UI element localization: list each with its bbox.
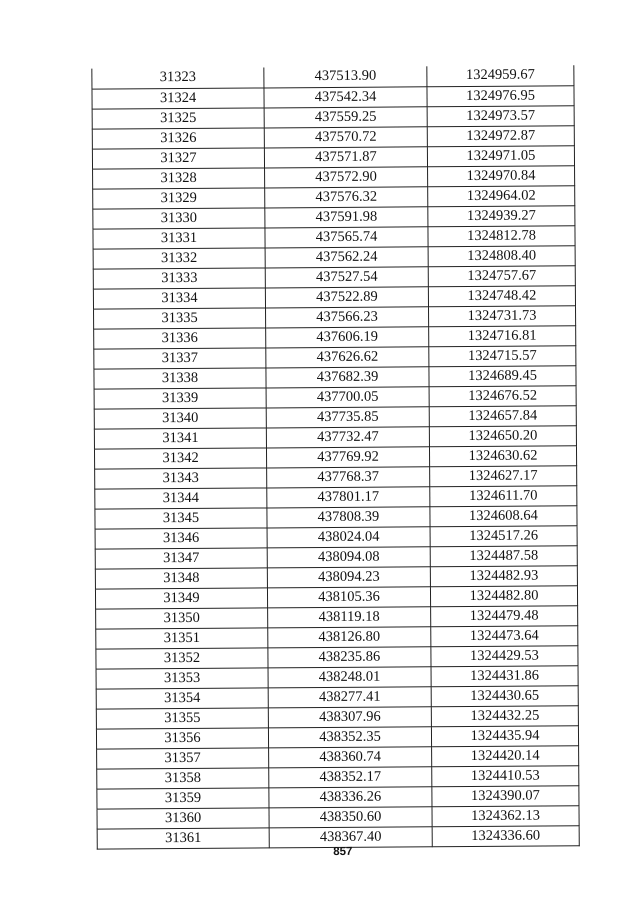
y-coordinate-cell: 1324517.26 <box>430 525 577 546</box>
x-coordinate-cell: 438352.17 <box>269 766 432 787</box>
table-row <box>97 785 579 808</box>
x-coordinate-cell: 438119.18 <box>268 606 431 627</box>
y-coordinate-cell: 1324973.57 <box>427 105 574 126</box>
y-coordinate-cell: 1324611.70 <box>430 485 577 506</box>
point-id-cell: 31358 <box>97 767 269 788</box>
x-coordinate-cell: 437570.72 <box>264 126 427 147</box>
x-coordinate-cell: 437606.19 <box>266 326 429 347</box>
x-coordinate-cell: 438336.26 <box>269 786 432 807</box>
point-id-cell: 31339 <box>94 387 266 408</box>
point-id-cell: 31354 <box>96 687 268 708</box>
point-id-cell: 31334 <box>93 287 265 308</box>
point-id-cell: 31359 <box>97 787 269 808</box>
y-coordinate-cell: 1324410.53 <box>432 765 579 786</box>
y-coordinate-cell: 1324970.84 <box>428 165 575 186</box>
point-id-cell: 31335 <box>94 307 266 328</box>
x-coordinate-cell: 437513.90 <box>264 66 427 87</box>
coordinates-table-body <box>92 65 579 848</box>
y-coordinate-cell: 1324431.86 <box>431 665 578 686</box>
y-coordinate-cell: 1324959.67 <box>427 65 574 86</box>
y-coordinate-cell: 1324627.17 <box>430 465 577 486</box>
point-id-cell: 31350 <box>96 607 268 628</box>
y-coordinate-cell: 1324757.67 <box>428 265 575 286</box>
y-coordinate-cell: 1324336.60 <box>432 825 579 846</box>
point-id-cell: 31351 <box>96 627 268 648</box>
x-coordinate-cell: 438094.23 <box>267 566 430 587</box>
y-coordinate-cell: 1324420.14 <box>432 745 579 766</box>
y-coordinate-cell: 1324972.87 <box>427 125 574 146</box>
table-row <box>92 125 574 148</box>
point-id-cell: 31331 <box>93 227 265 248</box>
table-row <box>95 565 577 588</box>
point-id-cell: 31329 <box>93 187 265 208</box>
y-coordinate-cell: 1324482.80 <box>430 585 577 606</box>
x-coordinate-cell: 437527.54 <box>265 266 428 287</box>
y-coordinate-cell: 1324430.65 <box>431 685 578 706</box>
x-coordinate-cell: 437768.37 <box>267 466 430 487</box>
table-row <box>94 405 576 428</box>
y-coordinate-cell: 1324362.13 <box>432 805 579 826</box>
point-id-cell: 31326 <box>92 127 264 148</box>
point-id-cell: 31347 <box>95 547 267 568</box>
point-id-cell: 31352 <box>96 647 268 668</box>
y-coordinate-cell: 1324716.81 <box>429 325 576 346</box>
x-coordinate-cell: 437522.89 <box>265 286 428 307</box>
x-coordinate-cell: 437732.47 <box>266 426 429 447</box>
point-id-cell: 31324 <box>92 87 264 108</box>
point-id-cell: 31330 <box>93 207 265 228</box>
table-row <box>95 585 577 608</box>
table-row <box>96 665 578 688</box>
x-coordinate-cell: 437571.87 <box>264 146 427 167</box>
x-coordinate-cell: 437808.39 <box>267 506 430 527</box>
table-row <box>96 605 578 628</box>
point-id-cell: 31356 <box>96 727 268 748</box>
y-coordinate-cell: 1324608.64 <box>430 505 577 526</box>
x-coordinate-cell: 438360.74 <box>269 746 432 767</box>
table-row <box>94 345 576 368</box>
table-row <box>96 725 578 748</box>
x-coordinate-cell: 438350.60 <box>269 806 432 827</box>
y-coordinate-cell: 1324715.57 <box>429 345 576 366</box>
table-row <box>93 205 575 228</box>
point-id-cell: 31333 <box>93 267 265 288</box>
x-coordinate-cell: 437565.74 <box>265 226 428 247</box>
y-coordinate-cell: 1324976.95 <box>427 85 574 106</box>
x-coordinate-cell: 437591.98 <box>265 206 428 227</box>
x-coordinate-cell: 438094.08 <box>267 546 430 567</box>
table-row <box>95 525 577 548</box>
table-row <box>97 765 579 788</box>
table-row <box>96 705 578 728</box>
y-coordinate-cell: 1324812.78 <box>428 225 575 246</box>
point-id-cell: 31336 <box>94 327 266 348</box>
y-coordinate-cell: 1324479.48 <box>431 605 578 626</box>
table-row <box>92 145 574 168</box>
x-coordinate-cell: 437559.25 <box>264 106 427 127</box>
y-coordinate-cell: 1324435.94 <box>431 725 578 746</box>
point-id-cell: 31332 <box>93 247 265 268</box>
point-id-cell: 31348 <box>95 567 267 588</box>
x-coordinate-cell: 437700.05 <box>266 386 429 407</box>
x-coordinate-cell: 438235.86 <box>268 646 431 667</box>
y-coordinate-cell: 1324482.93 <box>430 565 577 586</box>
y-coordinate-cell: 1324748.42 <box>428 285 575 306</box>
x-coordinate-cell: 438367.40 <box>269 826 432 847</box>
x-coordinate-cell: 438248.01 <box>268 666 431 687</box>
y-coordinate-cell: 1324939.27 <box>428 205 575 226</box>
y-coordinate-cell: 1324473.64 <box>431 625 578 646</box>
x-coordinate-cell: 437576.32 <box>265 186 428 207</box>
x-coordinate-cell: 437801.17 <box>267 486 430 507</box>
y-coordinate-cell: 1324676.52 <box>429 385 576 406</box>
point-id-cell: 31357 <box>97 747 269 768</box>
x-coordinate-cell: 437542.34 <box>264 86 427 107</box>
y-coordinate-cell: 1324487.58 <box>430 545 577 566</box>
point-id-cell: 31343 <box>95 467 267 488</box>
table-row <box>96 685 578 708</box>
x-coordinate-cell: 437566.23 <box>266 306 429 327</box>
point-id-cell: 31344 <box>95 487 267 508</box>
x-coordinate-cell: 437626.62 <box>266 346 429 367</box>
point-id-cell: 31337 <box>94 347 266 368</box>
table-row <box>93 185 575 208</box>
point-id-cell: 31361 <box>97 827 269 848</box>
table-row <box>93 225 575 248</box>
y-coordinate-cell: 1324731.73 <box>428 305 575 326</box>
y-coordinate-cell: 1324432.25 <box>431 705 578 726</box>
y-coordinate-cell: 1324808.40 <box>428 245 575 266</box>
table-row <box>94 385 576 408</box>
table-row <box>95 545 577 568</box>
table-row <box>94 425 576 448</box>
table-row <box>97 805 579 828</box>
table-row <box>95 485 577 508</box>
table-row <box>92 85 574 108</box>
point-id-cell: 31345 <box>95 507 267 528</box>
table-row <box>93 245 575 268</box>
x-coordinate-cell: 438126.80 <box>268 626 431 647</box>
table-row <box>96 645 578 668</box>
x-coordinate-cell: 438277.41 <box>268 686 431 707</box>
x-coordinate-cell: 438024.04 <box>267 526 430 547</box>
y-coordinate-cell: 1324657.84 <box>429 405 576 426</box>
table-row <box>97 745 579 768</box>
point-id-cell: 31353 <box>96 667 268 688</box>
y-coordinate-cell: 1324650.20 <box>429 425 576 446</box>
point-id-cell: 31328 <box>93 167 265 188</box>
point-id-cell: 31349 <box>95 587 267 608</box>
x-coordinate-cell: 438307.96 <box>268 706 431 727</box>
x-coordinate-cell: 437682.39 <box>266 366 429 387</box>
table-row <box>92 105 574 128</box>
table-row <box>95 465 577 488</box>
x-coordinate-cell: 437572.90 <box>265 166 428 187</box>
y-coordinate-cell: 1324964.02 <box>428 185 575 206</box>
x-coordinate-cell: 438105.36 <box>267 586 430 607</box>
table-row <box>94 325 576 348</box>
point-id-cell: 31325 <box>92 107 264 128</box>
y-coordinate-cell: 1324429.53 <box>431 645 578 666</box>
point-id-cell: 31342 <box>94 447 266 468</box>
point-id-cell: 31327 <box>92 147 264 168</box>
x-coordinate-cell: 437562.24 <box>265 246 428 267</box>
y-coordinate-cell: 1324689.45 <box>429 365 576 386</box>
point-id-cell: 31338 <box>94 367 266 388</box>
point-id-cell: 31323 <box>92 67 264 88</box>
x-coordinate-cell: 437769.92 <box>266 446 429 467</box>
table-row <box>95 505 577 528</box>
table-row <box>94 365 576 388</box>
table-row <box>93 165 575 188</box>
page-number: 857 <box>333 845 353 858</box>
x-coordinate-cell: 437735.85 <box>266 406 429 427</box>
y-coordinate-cell: 1324390.07 <box>432 785 579 806</box>
point-id-cell: 31340 <box>94 407 266 428</box>
y-coordinate-cell: 1324971.05 <box>427 145 574 166</box>
point-id-cell: 31346 <box>95 527 267 548</box>
table-row <box>96 625 578 648</box>
y-coordinate-cell: 1324630.62 <box>429 445 576 466</box>
point-id-cell: 31341 <box>94 427 266 448</box>
point-id-cell: 31355 <box>96 707 268 728</box>
point-id-cell: 31360 <box>97 807 269 828</box>
table-row <box>93 285 575 308</box>
x-coordinate-cell: 438352.35 <box>268 726 431 747</box>
table-row <box>94 305 576 328</box>
table-row <box>93 265 575 288</box>
coordinates-table <box>91 65 579 849</box>
table-row <box>94 445 576 468</box>
